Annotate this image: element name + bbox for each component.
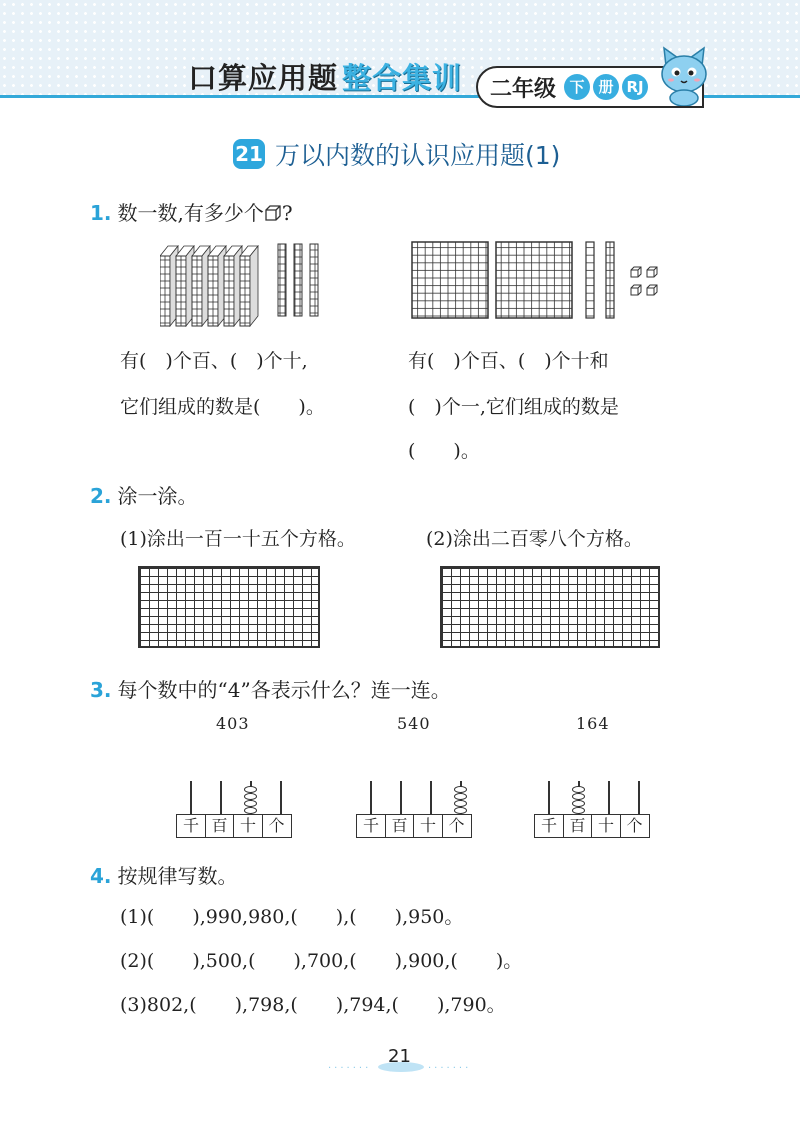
bead: [572, 807, 585, 814]
question-3-text: 每个数中的“4”各表示什么？连一连。: [117, 678, 451, 702]
q1-left-line-1: 有( )个百、( )个十,: [120, 350, 308, 372]
edition-pill: RJ: [622, 74, 648, 100]
bead: [244, 807, 257, 814]
base-ten-blocks-left: [160, 236, 330, 328]
rod-hundreds: [220, 781, 222, 815]
rod-hundreds: [400, 781, 402, 815]
question-1-text-end: ?: [281, 201, 293, 225]
question-2-text: 涂一涂。: [117, 484, 198, 508]
lesson-heading: [233, 136, 560, 172]
rod-tens: [430, 781, 432, 815]
q1-left-line-2: 它们组成的数是( )。: [120, 396, 325, 418]
place-value-labels: [176, 814, 292, 838]
place-tens: 十: [591, 814, 621, 838]
abacus-2: [356, 778, 476, 838]
question-2-prompt: [90, 480, 198, 509]
place-ones: 个: [262, 814, 292, 838]
base-ten-blocks-right: [410, 240, 670, 322]
question-2-number: 2.: [90, 484, 112, 508]
bead: [572, 786, 585, 793]
question-3-number: 3.: [90, 678, 112, 702]
q4-line-2: (2)( ),500,( ),700,( ),900,( )。: [120, 950, 523, 972]
page-number: 21: [388, 1046, 411, 1067]
question-3-prompt: [90, 674, 451, 703]
place-ones: 个: [620, 814, 650, 838]
lesson-number-badge: 21: [233, 139, 265, 169]
bead: [244, 793, 257, 800]
question-1-number: 1.: [90, 201, 112, 225]
book-title-main: 口算应用题: [188, 60, 339, 95]
q1-right-line-1: 有( )个百、( )个十和: [408, 350, 609, 372]
place-hundreds: 百: [205, 814, 235, 838]
ten-rods: [278, 244, 318, 316]
bead: [244, 800, 257, 807]
abacus-3: [534, 778, 654, 838]
footer-dots-right: ·······: [428, 1063, 472, 1074]
bead: [454, 807, 467, 814]
rod-thousands: [548, 781, 550, 815]
bead: [244, 786, 257, 793]
place-tens: 十: [233, 814, 263, 838]
place-value-labels: [534, 814, 650, 838]
place-tens: 十: [413, 814, 443, 838]
q4-line-1: (1)( ),990,980,( ),( ),950。: [120, 906, 464, 928]
hundred-flats: [160, 246, 258, 326]
question-4-number: 4.: [90, 864, 112, 888]
abacus-1: [176, 778, 296, 838]
book-title: [188, 58, 462, 94]
q2-sub-1: (1)涂出一百一十五个方格。: [120, 528, 356, 550]
question-1-text: 数一数,有多少个: [117, 201, 264, 225]
rod-thousands: [190, 781, 192, 815]
place-value-labels: [356, 814, 472, 838]
q4-line-3: (3)802,( ),798,( ),794,( ),790。: [120, 994, 506, 1016]
lesson-title: 万以内数的认识应用题(1): [275, 141, 561, 170]
place-thousands: 千: [356, 814, 386, 838]
bead: [454, 800, 467, 807]
number-403: 403: [216, 714, 250, 733]
question-4-prompt: [90, 860, 238, 889]
bead: [572, 793, 585, 800]
q1-right-line-3: ( )。: [408, 440, 480, 462]
place-ones: 个: [442, 814, 472, 838]
place-hundreds: 百: [385, 814, 415, 838]
grade-label: 二年级: [490, 76, 557, 102]
cat-mascot-icon: [656, 44, 712, 106]
number-540: 540: [397, 714, 431, 733]
number-164: 164: [576, 714, 610, 733]
volume-pill-1: 下: [564, 74, 590, 100]
place-thousands: 千: [534, 814, 564, 838]
coloring-grid-1[interactable]: [138, 566, 320, 648]
rod-tens: [608, 781, 610, 815]
bead: [454, 786, 467, 793]
q1-right-line-2: ( )个一,它们组成的数是: [408, 396, 619, 418]
q2-sub-2: (2)涂出二百零八个方格。: [426, 528, 643, 550]
question-1-prompt: [90, 197, 293, 226]
rod-ones: [280, 781, 282, 815]
place-hundreds: 百: [563, 814, 593, 838]
unit-cube-icon: [264, 205, 282, 221]
rod-ones: [638, 781, 640, 815]
question-4-text: 按规律写数。: [117, 864, 238, 888]
place-thousands: 千: [176, 814, 206, 838]
coloring-grid-2[interactable]: [440, 566, 660, 648]
footer-dots-left: ·······: [328, 1063, 372, 1074]
rod-thousands: [370, 781, 372, 815]
book-title-accent: 整合集训: [342, 60, 463, 95]
bead: [572, 800, 585, 807]
bead: [454, 793, 467, 800]
volume-pill-2: 册: [593, 74, 619, 100]
